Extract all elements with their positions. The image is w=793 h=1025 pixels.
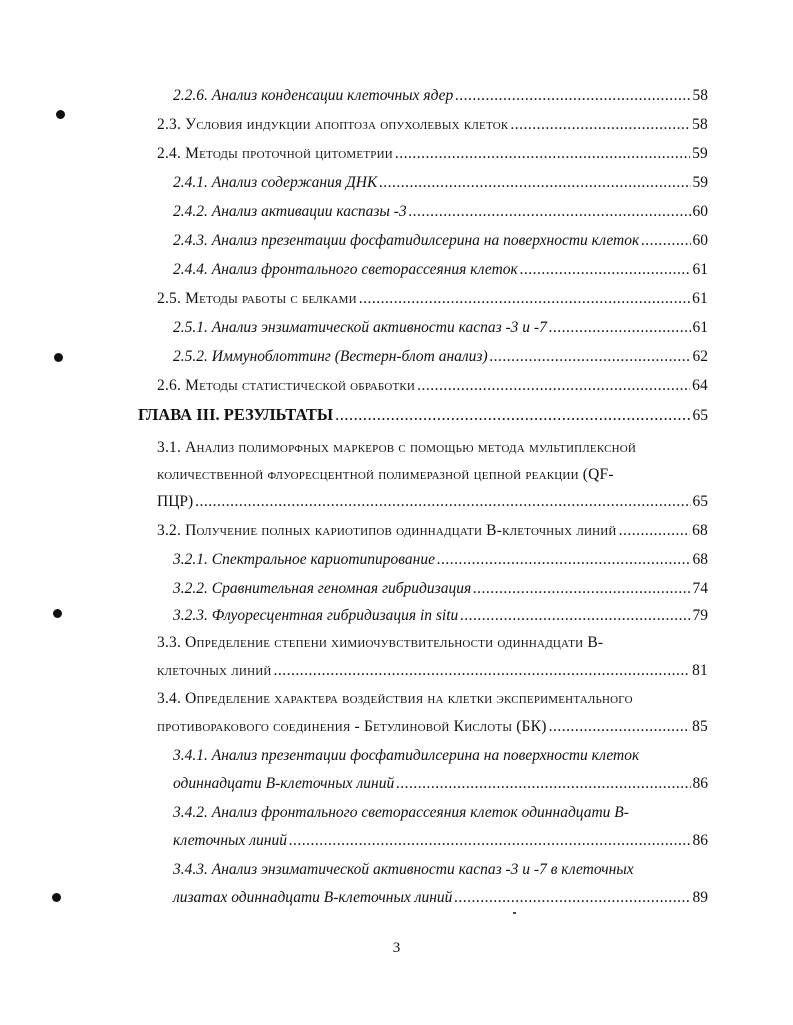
toc-number: 3.2.2.: [173, 580, 208, 597]
leader-dots: [359, 288, 690, 310]
toc-number: 2.2.6.: [173, 87, 208, 104]
toc-entry: [173, 259, 708, 281]
toc-entry: [173, 230, 708, 252]
toc-page-number: 58: [692, 116, 708, 133]
toc-number: 2.5.: [157, 290, 182, 307]
toc-page-number: 65: [692, 407, 708, 424]
toc-entry: [173, 887, 708, 909]
leader-dots: [460, 605, 690, 627]
scan-hole-mark: [54, 353, 63, 362]
leader-dots: [437, 549, 691, 571]
toc-page-number: 68: [692, 551, 708, 568]
toc-title-continuation: клеточных линий: [157, 662, 272, 679]
toc-title: Флуоресцентная гибридизация in situ: [211, 607, 459, 624]
toc-number: 3.2.1.: [173, 551, 208, 568]
toc-page-number: 59: [692, 174, 708, 191]
toc-number: 2.6.: [157, 377, 182, 394]
leader-dots: [510, 114, 690, 136]
toc-entry: [157, 491, 708, 513]
toc-entry: [157, 520, 708, 542]
toc-title: Методы работы с белками: [185, 290, 357, 307]
toc-title: Анализ конденсации клеточных ядер: [211, 87, 454, 104]
toc-entry: [173, 201, 708, 223]
toc-page-number: 61: [692, 319, 708, 336]
toc-title: Определение характера воздействия на клетки экспериментального: [185, 690, 633, 707]
toc-entry: [173, 346, 708, 368]
toc-number: 2.4.3.: [173, 232, 208, 249]
toc-page-number: 60: [692, 203, 708, 220]
toc-entry: [157, 660, 708, 682]
leader-dots: [520, 259, 691, 281]
toc-page-number: 81: [692, 662, 708, 679]
scan-hole-mark: [56, 110, 65, 119]
scan-hole-mark: [53, 609, 62, 618]
leader-dots: [274, 660, 691, 682]
toc-title-continuation: клеточных линий: [173, 832, 287, 849]
toc-page-number: 86: [692, 775, 708, 792]
toc-page-number: 68: [692, 522, 708, 539]
leader-dots: [409, 201, 691, 223]
toc-entry-line: [157, 688, 633, 710]
toc-title: Методы статистической обработки: [185, 377, 416, 394]
leader-dots: [473, 578, 690, 600]
leader-dots: [454, 887, 690, 909]
toc-chapter-entry: [138, 404, 708, 426]
toc-page-number: 89: [692, 889, 708, 906]
leader-dots: [549, 716, 691, 738]
toc-title-continuation: ПЦР): [157, 493, 194, 510]
toc-entry-line: [157, 632, 603, 654]
toc-number: 3.2.: [157, 522, 182, 539]
toc-title: Иммуноблоттинг (Вестерн-блот анализ): [211, 348, 488, 365]
toc-number: 3.3.: [157, 634, 182, 651]
toc-number: 3.4.2.: [173, 804, 208, 821]
toc-title: Анализ активации каспазы -3: [211, 203, 407, 220]
toc-title: Анализ презентации фосфатидилсерина на поверхности клеток: [211, 747, 640, 764]
toc-title: Анализ энзиматической активности каспаз -3 и -7 в клеточных: [211, 861, 634, 878]
toc-entry: [157, 288, 708, 310]
leader-dots: [335, 404, 690, 426]
toc-title: Спектральное кариотипирование: [211, 551, 435, 568]
toc-title: Определение степени химиочувствительности одиннадцати В-: [185, 634, 604, 651]
toc-title: Анализ энзиматической активности каспаз -3 и -7: [211, 319, 547, 336]
toc-page-number: 65: [692, 493, 708, 510]
leader-dots: [641, 230, 690, 252]
toc-entry-line: [173, 859, 634, 881]
toc-entry: [173, 830, 708, 852]
toc-number: 2.4.2.: [173, 203, 208, 220]
toc-page-number: 86: [692, 832, 708, 849]
toc-entry: [157, 375, 708, 397]
toc-entry-line: [173, 745, 639, 767]
leader-dots: [417, 375, 690, 397]
toc-number: 2.3.: [157, 116, 182, 133]
toc-title: Анализ фронтального светорассеяния клеток: [211, 261, 518, 278]
toc-title: Анализ содержания ДНК: [211, 174, 378, 191]
toc-entry-line: [173, 802, 629, 824]
toc-number: 3.2.3.: [173, 607, 208, 624]
toc-page-number: 62: [692, 348, 708, 365]
toc-title: Сравнительная геномная гибридизация: [211, 580, 472, 597]
leader-dots: [379, 172, 690, 194]
toc-title-continuation: одиннадцати В-клеточных линий: [173, 775, 395, 792]
toc-page-number: 74: [692, 580, 708, 597]
toc-number: 3.4.3.: [173, 861, 208, 878]
toc-number: 2.5.2.: [173, 348, 208, 365]
toc-entry: [173, 605, 708, 627]
page-number-footer: 3: [392, 940, 401, 956]
toc-title: Анализ полиморфных маркеров с помощью метода мультиплексной: [185, 439, 637, 456]
toc-number: 2.4.1.: [173, 174, 208, 191]
leader-dots: [395, 143, 690, 165]
leader-dots: [490, 346, 691, 368]
toc-entry: [157, 716, 708, 738]
toc-title: Методы проточной цитометрии: [185, 145, 393, 162]
toc-title-continuation: противоракового соединения - Бетулиновой Кислоты (БК): [157, 718, 547, 735]
leader-dots: [396, 773, 690, 795]
toc-entry-line: [157, 464, 614, 486]
toc-page-number: 79: [692, 607, 708, 624]
toc-page-number: 61: [692, 261, 708, 278]
chapter-title: ГЛАВА III. РЕЗУЛЬТАТЫ: [138, 405, 334, 424]
leader-dots: [289, 830, 691, 852]
scan-hole-mark: [52, 893, 61, 902]
toc-page-number: 85: [692, 718, 708, 735]
toc-entry: [173, 578, 708, 600]
toc-page-number: 64: [692, 377, 708, 394]
toc-page-number: 59: [692, 145, 708, 162]
toc-entry: [173, 317, 708, 339]
toc-title-continuation: количественной флуоресцентной полимеразной цепной реакции (QF-: [157, 466, 614, 483]
scan-speck: [513, 912, 516, 914]
toc-number: 2.4.: [157, 145, 182, 162]
toc-number: 2.4.4.: [173, 261, 208, 278]
toc-entry: [173, 549, 708, 571]
toc-page-number: 58: [692, 87, 708, 104]
leader-dots: [455, 85, 690, 107]
toc-entry: [173, 773, 708, 795]
toc-entry-line: [157, 437, 636, 459]
toc-number: 3.4.1.: [173, 747, 208, 764]
toc-entry: [173, 85, 708, 107]
leader-dots: [549, 317, 691, 339]
toc-entry: [157, 143, 708, 165]
toc-entry: [173, 172, 708, 194]
toc-entry: [157, 114, 708, 136]
toc-page-number: 60: [692, 232, 708, 249]
toc-title: Анализ фронтального светорассеяния клеток одиннадцати В-: [211, 804, 629, 821]
toc-page-number: 61: [692, 290, 708, 307]
toc-number: 2.5.1.: [173, 319, 208, 336]
leader-dots: [619, 520, 691, 542]
toc-title-continuation: лизатах одиннадцати В-клеточных линий: [173, 889, 453, 906]
leader-dots: [195, 491, 690, 513]
toc-title: Условия индукции апоптоза опухолевых клеток: [185, 116, 509, 133]
toc-number: 3.1.: [157, 439, 182, 456]
toc-number: 3.4.: [157, 690, 182, 707]
toc-title: Анализ презентации фосфатидилсерина на поверхности клеток: [211, 232, 640, 249]
toc-title: Получение полных кариотипов одиннадцати В-клеточных линий: [185, 522, 617, 539]
